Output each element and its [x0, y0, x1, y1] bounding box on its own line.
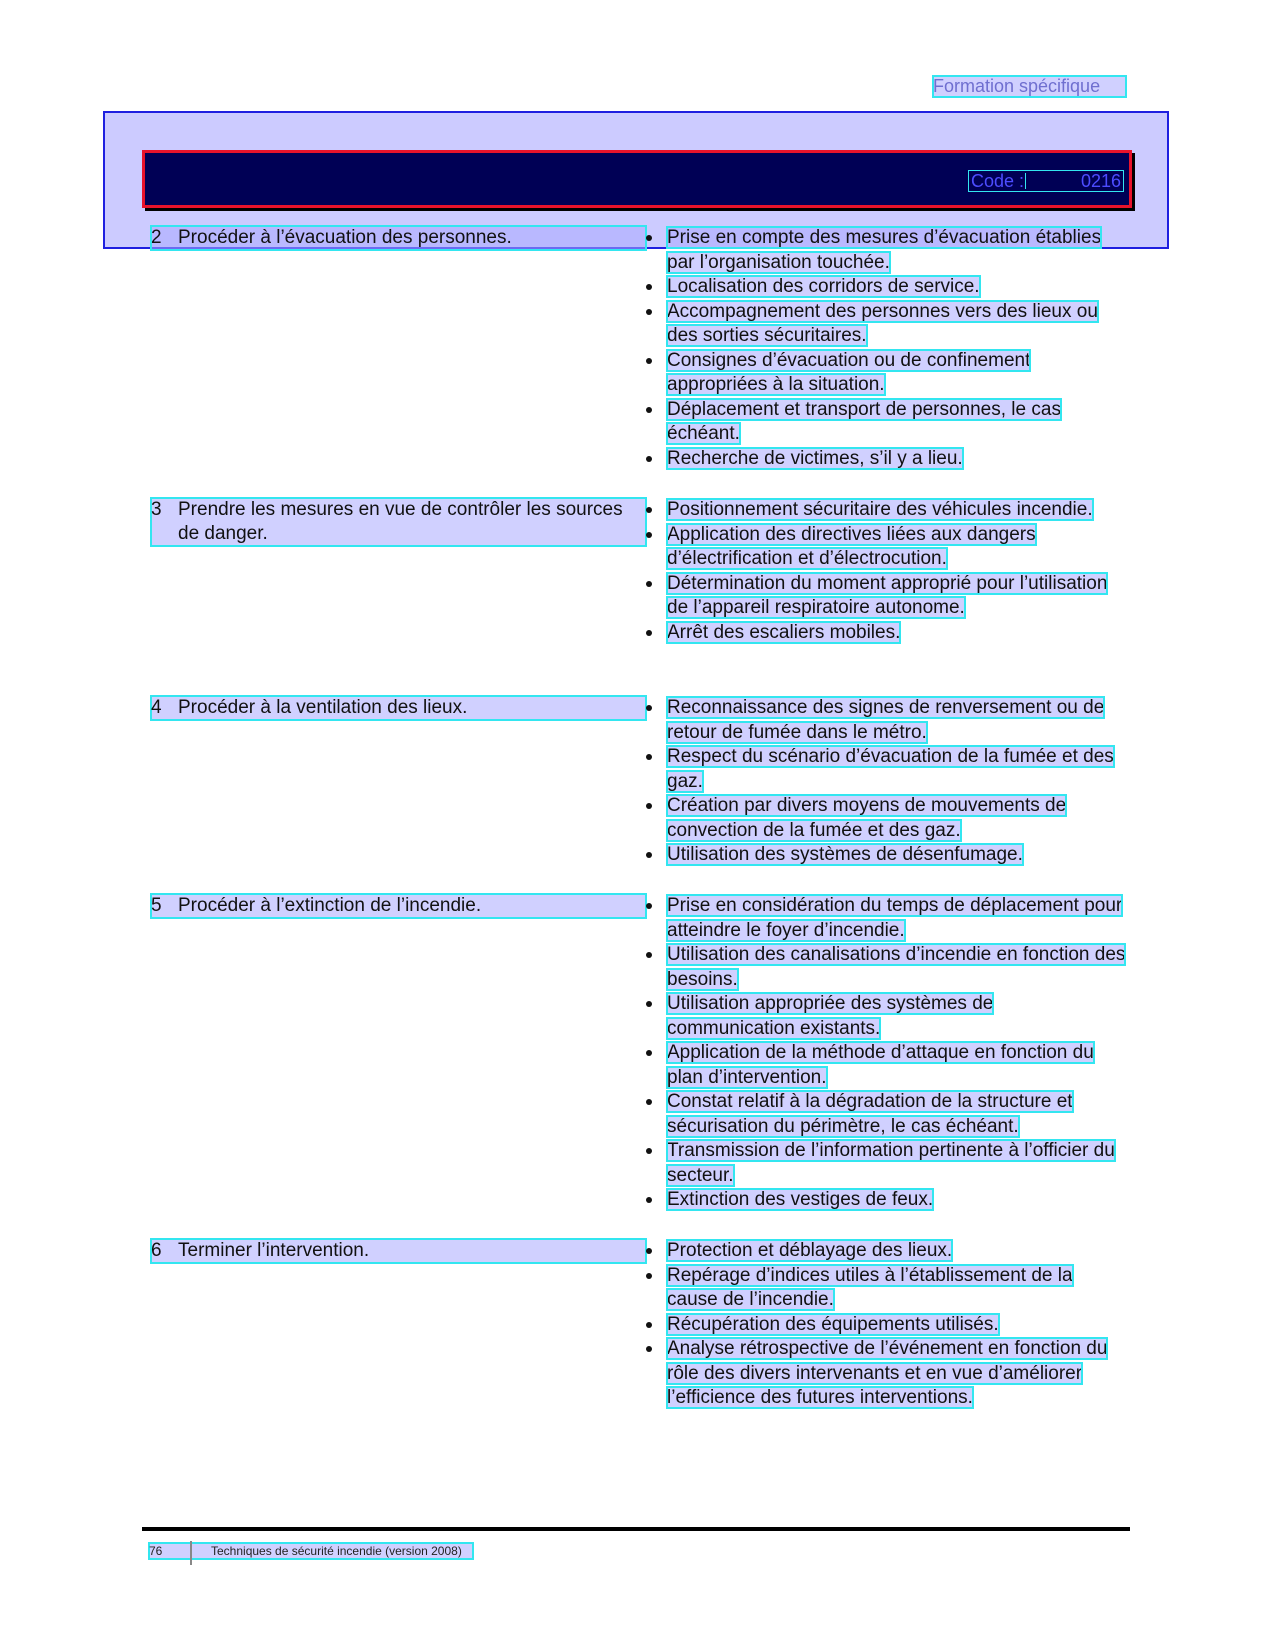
bullet-icon — [646, 1346, 652, 1352]
list-item: Reconnaissance des signes de renversement ou de retour de fumée dans le métro. — [646, 696, 1126, 745]
code-label: Code : — [971, 171, 1025, 191]
task-number: 3 — [151, 499, 162, 520]
section-label: Formation spécifique — [933, 76, 1126, 97]
code-value: 0216 — [1080, 171, 1121, 191]
criteria-list — [646, 1239, 1126, 1411]
task-row — [151, 226, 646, 250]
list-item: Arrêt des escaliers mobiles. — [646, 621, 1126, 646]
criteria-list — [646, 226, 1126, 471]
bullet-icon — [646, 705, 652, 711]
task-text: Procéder à l’extinction de l’incendie. — [178, 895, 482, 916]
list-item: Utilisation appropriée des systèmes de communication existants. — [646, 992, 1126, 1041]
task-text: Terminer l’intervention. — [178, 1240, 370, 1261]
bullet-icon — [646, 803, 652, 809]
list-item: Protection et déblayage des lieux. — [646, 1239, 1126, 1264]
bullet-icon — [646, 903, 652, 909]
footer-title: Techniques de sécurité incendie (version 2008) — [211, 1544, 462, 1558]
list-item: Repérage d’indices utiles à l’établissement de la cause de l’incendie. — [646, 1264, 1126, 1313]
bullet-icon — [646, 1050, 652, 1056]
list-item: Application de la méthode d’attaque en fonction du plan d’intervention. — [646, 1041, 1126, 1090]
bullet-icon — [646, 309, 652, 315]
bullet-icon — [646, 532, 652, 538]
bullet-icon — [646, 284, 652, 290]
criteria-list — [646, 498, 1126, 645]
task-row — [151, 696, 646, 720]
task-number: 6 — [151, 1240, 162, 1261]
bullet-icon — [646, 952, 652, 958]
list-item: Transmission de l’information pertinente à l’officier du secteur. — [646, 1139, 1126, 1188]
code-separator — [1025, 173, 1026, 189]
list-item: Récupération des équipements utilisés. — [646, 1313, 1126, 1338]
task-number: 2 — [151, 227, 162, 248]
task-text: Procéder à l’évacuation des personnes. — [178, 227, 512, 248]
list-item: Recherche de victimes, s’il y a lieu. — [646, 447, 1126, 472]
list-item: Respect du scénario d’évacuation de la fumée et des gaz. — [646, 745, 1126, 794]
list-item: Analyse rétrospective de l’événement en fonction du rôle des divers intervenants et en vue d’améliorer l’efficience des futures interventions. — [646, 1337, 1126, 1411]
list-item: Extinction des vestiges de feux. — [646, 1188, 1126, 1213]
bullet-icon — [646, 1099, 652, 1105]
bullet-icon — [646, 1197, 652, 1203]
list-item: Déplacement et transport de personnes, le cas échéant. — [646, 398, 1126, 447]
bullet-icon — [646, 407, 652, 413]
bullet-icon — [646, 1322, 652, 1328]
page-number: 76 — [149, 1544, 163, 1558]
footer-divider — [142, 1527, 1130, 1531]
task-row — [151, 894, 646, 918]
list-item: Prise en considération du temps de déplacement pour atteindre le foyer d’incendie. — [646, 894, 1126, 943]
task-text: Procéder à la ventilation des lieux. — [178, 697, 468, 718]
list-item: Constat relatif à la dégradation de la structure et sécurisation du périmètre, le cas échéant. — [646, 1090, 1126, 1139]
code-field — [968, 170, 1124, 192]
task-number: 5 — [151, 895, 162, 916]
list-item: Création par divers moyens de mouvements de convection de la fumée et des gaz. — [646, 794, 1126, 843]
bullet-icon — [646, 507, 652, 513]
bullet-icon — [646, 852, 652, 858]
bullet-icon — [646, 235, 652, 241]
footer-separator — [190, 1541, 192, 1565]
list-item: Application des directives liées aux dangers d’électrification et d’électrocution. — [646, 523, 1126, 572]
list-item: Détermination du moment approprié pour l’utilisation de l’appareil respiratoire autonome. — [646, 572, 1126, 621]
bullet-icon — [646, 1248, 652, 1254]
bullet-icon — [646, 754, 652, 760]
task-text: Prendre les mesures en vue de contrôler les sources de danger. — [178, 499, 623, 544]
bullet-icon — [646, 456, 652, 462]
list-item: Utilisation des systèmes de désenfumage. — [646, 843, 1126, 868]
bullet-icon — [646, 1148, 652, 1154]
list-item: Prise en compte des mesures d’évacuation établies par l’organisation touchée. — [646, 226, 1126, 275]
task-number: 4 — [151, 697, 162, 718]
list-item: Accompagnement des personnes vers des lieux ou des sorties sécuritaires. — [646, 300, 1126, 349]
task-row — [151, 498, 646, 546]
bullet-icon — [646, 1001, 652, 1007]
criteria-list — [646, 894, 1126, 1213]
list-item: Localisation des corridors de service. — [646, 275, 1126, 300]
list-item: Consignes d’évacuation ou de confinement appropriées à la situation. — [646, 349, 1126, 398]
list-item: Utilisation des canalisations d’incendie en fonction des besoins. — [646, 943, 1126, 992]
bullet-icon — [646, 1273, 652, 1279]
list-item: Positionnement sécuritaire des véhicules incendie. — [646, 498, 1126, 523]
bullet-icon — [646, 630, 652, 636]
bullet-icon — [646, 358, 652, 364]
bullet-icon — [646, 581, 652, 587]
task-row — [151, 1239, 646, 1263]
criteria-list — [646, 696, 1126, 868]
